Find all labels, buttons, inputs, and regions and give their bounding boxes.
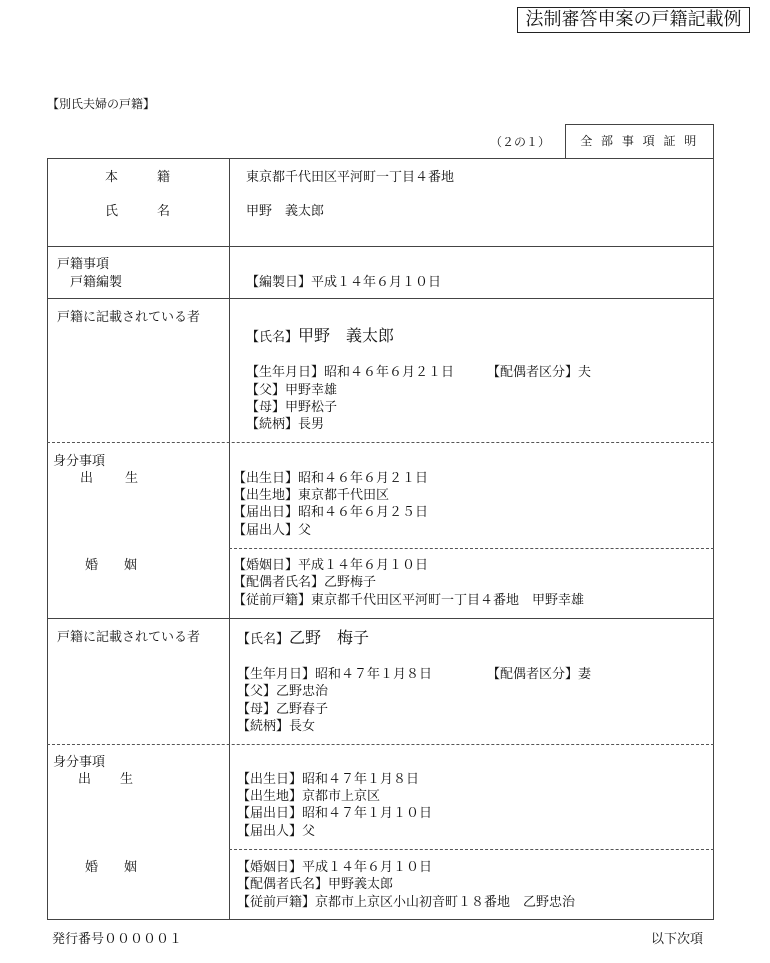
person-2-birth-entry: 【届出日】昭和４７年１月１０日 <box>237 806 433 821</box>
person-1-marriage-entry: 【従前戸籍】東京都千代田区平河町一丁目４番地 甲野幸雄 <box>233 593 585 608</box>
person-2-birth-date: 【生年月日】昭和４７年１月８日 <box>237 667 433 682</box>
person-1-name: 甲野 義太郎 <box>298 326 395 345</box>
page-indicator: （２の１） <box>490 135 551 149</box>
person-2-mother: 【母】乙野春子 <box>237 702 329 717</box>
person-1-marriage-label: 婚 姻 <box>85 558 138 573</box>
domicile-label: 本 籍 <box>105 170 171 185</box>
person-1-heading: 戸籍に記載されている者 <box>57 310 201 325</box>
person-2-spouse-class: 【配偶者区分】妻 <box>487 667 592 682</box>
name-value: 甲野 義太郎 <box>246 204 325 219</box>
register-matters-heading: 戸籍事項 <box>57 257 110 272</box>
section-label: 【別氏夫婦の戸籍】 <box>47 97 156 111</box>
person-2-marriage-entry: 【従前戸籍】京都市上京区小山初音町１８番地 乙野忠治 <box>237 895 576 910</box>
person-2-birth-entry: 【出生地】京都市上京区 <box>237 789 381 804</box>
footer-issue-number: 発行番号０００００１ <box>52 932 183 947</box>
person-2-name-line <box>237 628 369 650</box>
person-1-birth-entry: 【出生日】昭和４６年６月２１日 <box>233 471 429 486</box>
footer-continuation: 以下次項 <box>651 932 704 947</box>
person-1-father: 【父】甲野幸雄 <box>246 383 338 398</box>
person-1-birth-entry: 【届出人】父 <box>233 523 312 538</box>
person-2-marriage-label: 婚 姻 <box>85 860 138 875</box>
certificate-type-label: 全 部 事 項 証 明 <box>565 124 714 159</box>
register-creation-value: 【編製日】平成１４年６月１０日 <box>246 275 442 290</box>
person-2-marriage-entry: 【婚姻日】平成１４年６月１０日 <box>237 860 433 875</box>
person-1-status-heading: 身分事項 <box>53 454 106 469</box>
person-1-mother: 【母】甲野松子 <box>246 400 338 415</box>
person-2-birth-label: 出 生 <box>78 772 135 787</box>
dashed-divider <box>47 744 714 745</box>
person-1-birth-entry: 【届出日】昭和４６年６月２５日 <box>233 505 429 520</box>
person-2-birth-entry: 【出生日】昭和４７年１月８日 <box>237 772 420 787</box>
register-creation-label: 戸籍編製 <box>70 275 123 290</box>
person-2-name-tag: 【氏名】 <box>237 632 290 647</box>
dashed-divider <box>229 548 714 549</box>
person-1-name-line <box>246 326 394 348</box>
person-2-birth-entry: 【届出人】父 <box>237 824 316 839</box>
person-1-name-tag: 【氏名】 <box>246 330 299 345</box>
domicile-value: 東京都千代田区平河町一丁目４番地 <box>246 170 455 185</box>
row-divider <box>47 618 714 619</box>
column-divider <box>229 158 230 920</box>
person-1-birth-label: 出 生 <box>80 471 141 486</box>
person-2-heading: 戸籍に記載されている者 <box>57 630 201 645</box>
person-1-spouse-class: 【配偶者区分】夫 <box>487 365 592 380</box>
row-divider <box>47 246 714 247</box>
person-1-birth-date: 【生年月日】昭和４６年６月２１日 <box>246 365 455 380</box>
person-1-marriage-entry: 【配偶者氏名】乙野梅子 <box>233 575 377 590</box>
person-1-marriage-entry: 【婚姻日】平成１４年６月１０日 <box>233 558 429 573</box>
person-1-birth-entry: 【出生地】東京都千代田区 <box>233 488 390 503</box>
person-2-father: 【父】乙野忠治 <box>237 684 329 699</box>
person-1-relationship: 【続柄】長男 <box>246 417 325 432</box>
row-divider <box>47 298 714 299</box>
person-2-status-heading: 身分事項 <box>53 755 106 770</box>
dashed-divider <box>47 442 714 443</box>
person-2-marriage-entry: 【配偶者氏名】甲野義太郎 <box>237 877 394 892</box>
person-2-relationship: 【続柄】長女 <box>237 719 316 734</box>
document-title: 法制審答申案の戸籍記載例 <box>517 7 750 33</box>
dashed-divider <box>229 849 714 850</box>
person-2-name: 乙野 梅子 <box>289 628 370 647</box>
name-label: 氏 名 <box>105 204 171 219</box>
